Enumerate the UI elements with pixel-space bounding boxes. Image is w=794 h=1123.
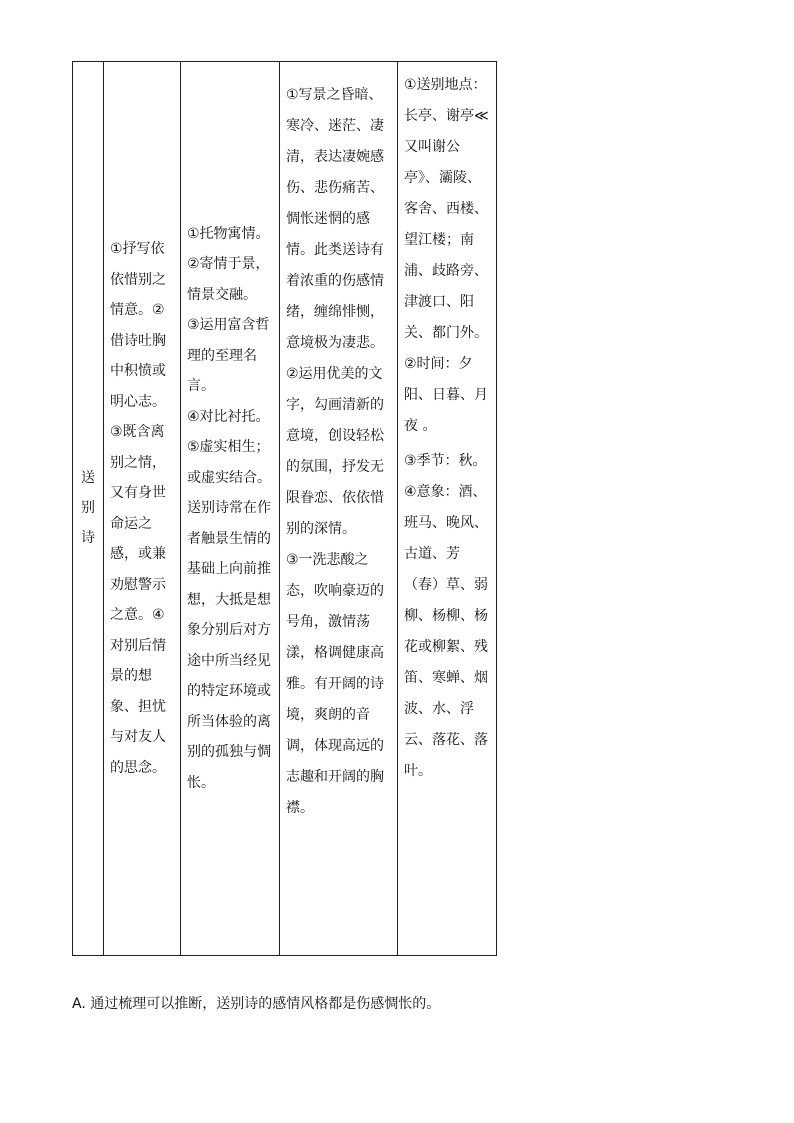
poetry-summary-table (72, 61, 497, 956)
imagery-images: ④意象：酒、班马、晚风、古道、芳（春）草、弱柳、杨柳、杨花或柳絮、残笛、寒蝉、烟波、水、浮云、落花、落叶。 (404, 484, 488, 779)
style-item-3: ③一洗悲酸之态，吹响豪迈的号角，激情荡漾，格调健康高雅。有开阔的诗境，爽朗的音调，体现高远的志趣和开阔的胸襟。 (286, 552, 384, 816)
emotion-cell (104, 62, 181, 956)
genre-label: 送别诗 (81, 470, 95, 546)
emotion-text: ①抒写依依惜别之情意。②借诗吐胸中积愤或明心志。③既含离别之情，又有身世命运之感，或兼劝慰警示之意。④对别后情景的想象、担忧与对友人的思念。 (110, 241, 166, 776)
technique-item-3: ③运用富含哲理的至理名言。 (187, 317, 270, 395)
technique-item-1: ①托物寓情。 (187, 225, 270, 242)
genre-cell (73, 62, 104, 956)
poetry-summary-table-wrapper (72, 61, 489, 956)
technique-item-2: ②寄情于景，情景交融。 (187, 256, 270, 303)
style-item-1: ①写景之昏暗、寒冷、迷茫、凄清，表达凄婉感伤、悲伤痛苦、惆怅迷惘的感情。此类送诗有着浓重的伤感情绪，缠绵悱恻，意境极为凄悲。 (286, 87, 384, 351)
style-cell (280, 62, 398, 956)
imagery-time: ②时间：夕阳、日暮、月夜 。 (404, 356, 488, 434)
imagery-cell (398, 62, 497, 956)
technique-item-5: ⑤虚实相生；或虚实结合。 (187, 439, 271, 486)
imagery-season: ③季节：秋。 (404, 453, 487, 469)
style-item-2: ②运用优美的文字，勾画清新的意境，创设轻松的氛围，抒发无限眷恋、依依惜别的深情。 (286, 366, 384, 537)
table-row (73, 62, 497, 956)
imagery-place: ①送别地点：长亭、谢亭≪又叫谢公亭》、灞陵、客舍、西楼、望江楼；南浦、歧路旁、津渡口、阳关、都门外。 (404, 77, 489, 341)
answer-option-a: A. 通过梳理可以推断，送别诗的感情风格都是伤感惆怅的。 (72, 996, 441, 1012)
technique-item-4: ④对比衬托。 (187, 408, 270, 425)
technique-note: 送别诗常在作者触景生情的基础上向前推想，大抵是想象分别后对方途中所当经见的特定环境或所当体验的离别的孤独与惆怅。 (187, 500, 271, 791)
technique-cell (181, 62, 280, 956)
